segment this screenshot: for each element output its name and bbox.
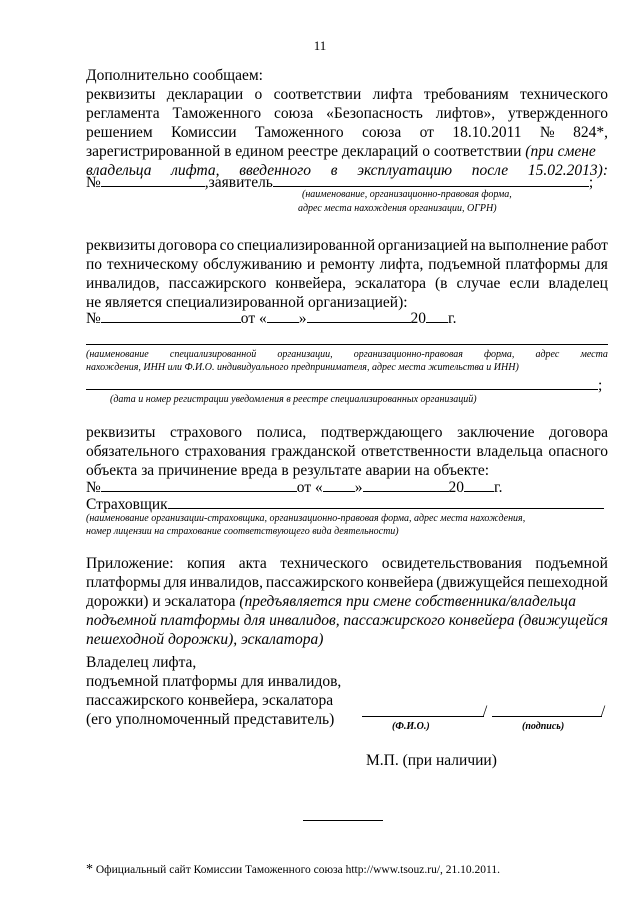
word: организации, <box>277 349 333 360</box>
word: платформы <box>86 574 161 591</box>
declaration-line-3 <box>86 123 608 142</box>
contract-number-line: № от « » 20 г. <box>86 310 457 327</box>
word: страхования <box>184 443 266 460</box>
word: Комиссии <box>171 124 237 141</box>
insurance-line-1 <box>86 423 608 442</box>
footnote-text: Официальный сайт Комиссии Таможенного союза http://www.tsouz.ru/, 21.10.2011. <box>95 864 501 876</box>
word: конвейера <box>366 574 434 591</box>
fio-blank <box>362 716 484 717</box>
word: подъемной <box>86 612 157 629</box>
word: введенного <box>239 162 312 179</box>
insurer-caption-1: (наименование организации-страховщика, организационно-правовая форма, адрес места нахождения, <box>86 513 526 524</box>
word: инвалидов, <box>189 574 263 591</box>
word: для <box>163 574 187 591</box>
word: случае <box>456 275 501 292</box>
word: решением <box>86 124 153 141</box>
word: владельца <box>476 443 543 460</box>
number-label: № <box>86 174 101 191</box>
word: ответственности <box>361 443 471 460</box>
word: для <box>243 612 266 629</box>
applicant-caption-2: адрес места нахождения организации, ОГРН) <box>298 203 497 214</box>
insurance-number-line: № от « » 20 г. <box>86 479 503 496</box>
word: лифта, <box>379 256 424 273</box>
signature-slash-2: / <box>601 703 606 720</box>
footnote <box>86 860 608 880</box>
word: конвейера, <box>275 275 346 292</box>
page-number: 11 <box>313 38 327 53</box>
contract-number-blank <box>101 308 241 323</box>
word: если <box>509 275 540 292</box>
insurer-blank <box>168 494 604 509</box>
applicant-caption-1: (наименование, организационно-правовая форма, <box>302 189 512 200</box>
word: адрес <box>535 349 560 360</box>
word: договора <box>549 424 608 441</box>
word: владельца <box>86 162 152 179</box>
contract-month-blank <box>307 308 411 323</box>
word: лифта <box>372 86 413 103</box>
word: эксплуатацию <box>357 162 453 179</box>
owner-line-1: Владелец лифта, <box>86 654 197 671</box>
word: подтверждающего <box>320 424 443 441</box>
word: союза <box>274 105 314 122</box>
word: инвалидов, <box>269 612 340 629</box>
registration-blank <box>86 389 598 390</box>
attachment-line-3: дорожки) и эскалатора (предъявляется при смене собственника/владельца <box>86 593 576 610</box>
word: от <box>419 124 434 141</box>
footnote-mark: * <box>86 862 93 877</box>
word: технического <box>280 555 369 572</box>
word: лифтов», <box>435 105 496 122</box>
declaration-line-2 <box>86 104 608 123</box>
word: пассажирского <box>265 574 364 591</box>
word: пассажирского <box>168 275 267 292</box>
word: 824*, <box>573 124 608 141</box>
word: 15.02.2013): <box>527 162 608 179</box>
word: (наименование <box>86 349 149 360</box>
registration-caption: (дата и номер регистрации уведомления в реестре специализированных организаций) <box>110 394 477 405</box>
word: о <box>254 86 263 103</box>
word: конвейера <box>448 612 515 629</box>
policy-day-blank <box>323 477 355 492</box>
word: требованиям <box>423 86 509 103</box>
word: инвалидов, <box>86 275 160 292</box>
declaration-line-4: зарегистрированной в едином реестре деклараций о соответствии (при смене <box>86 143 596 160</box>
word: организационно-правовая <box>353 349 463 360</box>
contract-line-4: не является специализированной организацией): <box>86 294 408 311</box>
footnote-separator <box>303 820 383 821</box>
owner-line-2: подъемной платформы для инвалидов, <box>86 673 342 690</box>
word: реквизиты <box>86 424 156 441</box>
word: реквизиты <box>86 86 156 103</box>
declaration-line-1 <box>86 85 608 104</box>
contract-day-blank <box>267 308 299 323</box>
word: соответствии <box>273 86 362 103</box>
word: подъемной <box>428 256 501 273</box>
word: Приложение: <box>86 555 174 572</box>
word: выполнение <box>488 237 569 254</box>
word: (движущейся <box>436 574 525 591</box>
word: заключение <box>457 424 535 441</box>
word: Таможенного <box>255 124 344 141</box>
word: работ <box>571 237 608 254</box>
word: акта <box>238 555 267 572</box>
owner-line-4: (его уполномоченный представитель) <box>86 711 335 728</box>
applicant-label: ,заявитель <box>204 174 273 191</box>
word: технического <box>520 86 608 103</box>
intro-text: Дополнительно сообщаем: <box>86 67 263 84</box>
word: «Безопасность <box>326 105 423 122</box>
word: регламента <box>86 105 160 122</box>
word: пешеходной <box>527 574 608 591</box>
contract-line-2 <box>86 255 608 274</box>
insurer-caption-2: номер лицензии на страхование соответствующего вида деятельности) <box>86 526 399 537</box>
contract-year-blank <box>426 308 448 323</box>
word: освидетельствования <box>381 555 522 572</box>
word: со <box>219 237 235 254</box>
word: (движущейся <box>518 612 608 629</box>
word: пассажирского <box>343 612 446 629</box>
word: Таможенного <box>172 105 262 122</box>
attachment-line-1 <box>86 554 608 573</box>
word: и <box>306 256 316 273</box>
organization-caption-1 <box>86 348 608 361</box>
word: после <box>471 162 509 179</box>
contract-line-3 <box>86 274 608 293</box>
word: платформы <box>505 256 581 273</box>
policy-month-blank <box>363 477 449 492</box>
contract-line-1 <box>86 236 608 255</box>
declaration-number-blank <box>101 172 205 187</box>
attachment-line-2 <box>86 573 608 592</box>
word: копия <box>187 555 226 572</box>
insurer-line: Страховщик <box>86 494 608 514</box>
word: места <box>580 349 608 360</box>
word: союза <box>361 124 402 141</box>
word: обслуживанию <box>203 256 303 273</box>
word: специализированной <box>236 237 376 254</box>
word: декларации <box>166 86 244 103</box>
applicant-blank <box>273 172 589 187</box>
word: платформы <box>160 612 240 629</box>
word: лифта, <box>171 162 220 179</box>
stamp-label: М.П. (при наличии) <box>366 752 497 769</box>
word: по <box>86 256 103 273</box>
word: страхового <box>169 424 243 441</box>
insurance-line-3: объекта за причинение вреда в результате аварии на объекте: <box>86 462 490 479</box>
word: специализированной <box>169 349 257 360</box>
word: 18.10.2011 <box>452 124 522 141</box>
word: гражданской <box>271 443 356 460</box>
word: владелец <box>548 275 608 292</box>
word: организацией <box>377 237 468 254</box>
attachment-line-4 <box>86 611 608 630</box>
owner-line-3: пассажирского конвейера, эскалатора <box>86 692 334 709</box>
word: форма, <box>484 349 515 360</box>
declaration-number-line: № ,заявитель ; <box>86 174 594 191</box>
insurance-line-2 <box>86 442 608 461</box>
word: полиса, <box>256 424 307 441</box>
word: реквизиты <box>86 237 156 254</box>
word: эскалатора <box>354 275 426 292</box>
word: на <box>470 237 486 254</box>
attachment-line-5: пешеходной дорожки), эскалатора) <box>86 631 324 648</box>
organization-caption-2: нахождения, ИНН или Ф.И.О. индивидуального предпринимателя, адрес места жительства и ИНН) <box>86 362 519 373</box>
word: подъемной <box>535 555 608 572</box>
signature-slash-1: / <box>483 703 488 720</box>
word: ремонту <box>320 256 375 273</box>
word: № <box>539 124 555 141</box>
word: техническому <box>106 256 199 273</box>
policy-year-blank <box>464 477 494 492</box>
organization-blank <box>86 344 608 345</box>
fio-caption: (Ф.И.О.) <box>392 721 430 732</box>
word: договора <box>158 237 217 254</box>
word: (в <box>434 275 448 292</box>
word: опасного <box>548 443 608 460</box>
word: для <box>585 256 608 273</box>
word: утвержденного <box>508 105 608 122</box>
signature-caption: (подпись) <box>522 721 565 732</box>
word: в <box>330 162 338 179</box>
word: обязательного <box>86 443 180 460</box>
document-page: 11 Дополнительно сообщаем: реквизиты декларации о соответствии лифта требованиям технического регламента Таможенного союза «Безопасность лифтов», утвержденного решением Комиссии Таможенного союза от 18.10.2011 № 824*, зарегистрированной в едином реестре деклараций о соответствии (при смене владельца лифта, введенного в эксплуатацию после 15.02.2013): № ,заявитель ; (наименование, организационно-правовая форма, адрес места нахождения организации, ОГРН) реквизиты договора со специализированной организацией на выполнение работ по техническому обслуживанию и ремонту лифта, подъемной платформы для инвалидов, пассажирского конвейера, эскалатора (в случае если владелец не является специализированной организацией): № от « » 20 г. (наименование специализированной организации, организационно-правовая форма, адрес места нахождения, ИНН или Ф.И.О. индивидуального предпринимателя, адрес места жительства и ИНН) ; (дата и номер регистрации уведомления в реестре специализированных организаций) реквизиты страхового полиса, подтверждающего заключение договора обязательного страхования гражданской ответственности владельца опасного объекта за причинение вреда в результате аварии на объекте: № от « » 20 г. Страховщик (наименование организации-страховщика, организационно-правовая форма, адрес места нахождения, номер лицензии на страхование соответствующего вида деятельности) Приложение: копия акта технического освидетельствования подъемной платформы для инвалидов, пассажирского конвейера (движущейся пешеходной дорожки) и эскалатора (предъявляется при смене собственника/владельца подъемной платформы для инвалидов, пассажирского конвейера (движущейся пешеходной дорожки), эскалатора) Владелец лифта, подъемной платформы для инвалидов, пассажирского конвейера, эскалатора (его уполномоченный представитель) / / (Ф.И.О.) (подпись) М.П. (при наличии) * Официальный сайт Комиссии Таможенного союза http://www.tsouz.ru/, 21.10.2011. <box>0 0 640 905</box>
policy-number-blank <box>101 477 297 492</box>
signature-blank <box>492 716 602 717</box>
